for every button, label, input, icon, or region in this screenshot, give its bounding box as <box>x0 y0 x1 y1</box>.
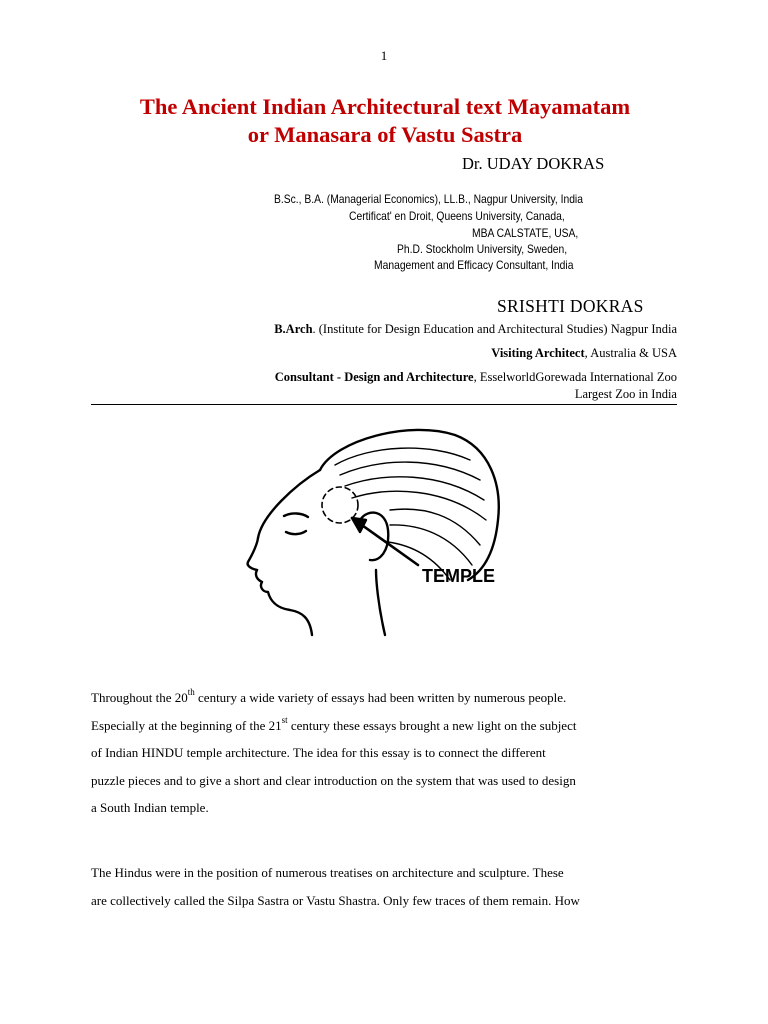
document-title <box>90 93 680 149</box>
author-2-zoo-line: Largest Zoo in India <box>574 387 677 401</box>
para2-line-1: The Hindus were in the position of numerous treatises on architecture and sculpture. These <box>91 865 564 880</box>
para1-line-4: puzzle pieces and to give a short and clear introduction on the system that was used to design <box>91 772 576 788</box>
temple-label: TEMPLE <box>422 566 496 586</box>
head-profile-drawing-icon <box>240 420 540 640</box>
para1-line-3: of Indian HINDU temple architecture. The idea for this essay is to connect the different <box>91 745 546 760</box>
consultant-text: , EsselworldGorewada International Zoo <box>473 370 677 384</box>
author-1-credential-4: Ph.D. Stockholm University, Sweden, <box>397 242 568 256</box>
consultant-label: Consultant - Design and Architecture <box>274 370 474 384</box>
title-line-2: or Manasara of Vastu Sastra <box>247 122 523 147</box>
author-2-barch <box>274 322 677 337</box>
visiting-label: Visiting Architect <box>491 346 585 360</box>
para1-line-5: a South Indian temple. <box>91 800 209 815</box>
barch-label: B.Arch <box>274 322 313 336</box>
para1-line-1: Throughout the 20th century a wide variety of essays had been written by numerous people. <box>91 687 567 705</box>
author-1-credential-1: B.Sc., B.A. (Managerial Economics), LL.B., Nagpur University, India <box>274 192 583 206</box>
visiting-text: , Australia & USA <box>584 346 677 360</box>
page-number: 1 <box>380 48 388 63</box>
paragraph-2 <box>91 859 661 914</box>
header-divider <box>91 404 677 405</box>
para1-line-2: Especially at the beginning of the 21st century these essays brought a new light on the subject <box>91 714 577 733</box>
para2-line-2: are collectively called the Silpa Sastra or Vastu Shastra. Only few traces of them remain. How <box>91 892 580 908</box>
barch-text: . (Institute for Design Education and Architectural Studies) Nagpur India <box>312 322 677 336</box>
author-1-credential-3: MBA CALSTATE, USA, <box>472 226 579 240</box>
author-1-credential-5: Management and Efficacy Consultant, India <box>374 258 574 272</box>
author-1-credential-2: Certificat' en Droit, Queens University, Canada, <box>349 209 565 223</box>
author-2-name: SRISHTI DOKRAS <box>497 296 644 316</box>
author-1-name: Dr. UDAY DOKRAS <box>462 154 605 173</box>
author-2-visiting <box>491 346 677 361</box>
author-2-consultant <box>275 370 677 385</box>
title-line-1: The Ancient Indian Architectural text Mayamatam <box>139 94 631 119</box>
paragraph-1 <box>91 684 661 822</box>
